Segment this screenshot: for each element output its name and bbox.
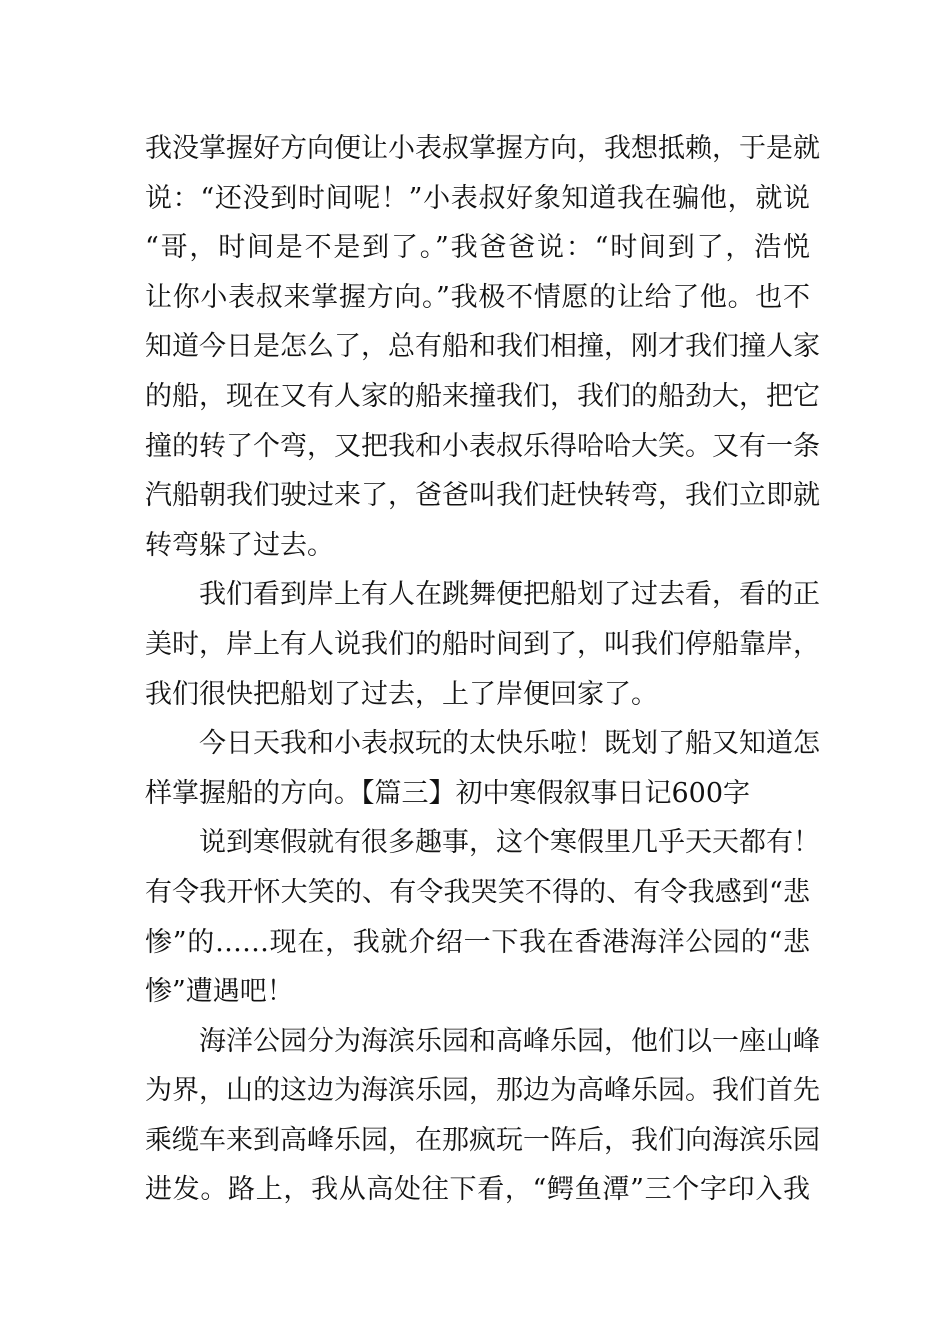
text-line: 美时，岸上有人说我们的船时间到了，叫我们停船靠岸， (145, 628, 820, 660)
document-body (145, 124, 820, 1215)
text-line: 让你小表叔来掌握方向。”我极不情愿的让给了他。也不 (145, 281, 810, 313)
text-line: 进发。路上，我从高处往下看，“鳄鱼潭”三个字印入我 (145, 1174, 810, 1206)
text-line: 有令我开怀大笑的、有令我哭笑不得的、有令我感到“悲 (145, 876, 810, 908)
text-line: 撞的转了个弯，又把我和小表叔乐得哈哈大笑。又有一条 (145, 430, 820, 462)
text-line: 我们很快把船划了过去，上了岸便回家了。 (145, 678, 658, 710)
paragraph-5 (145, 1017, 820, 1215)
text-line: 说：“还没到时间呢！”小表叔好象知道我在骗他，就说 (145, 182, 810, 214)
text-line: 今日天我和小表叔玩的太快乐啦！既划了船又知道怎 (199, 728, 820, 760)
text-line: 说到寒假就有很多趣事，这个寒假里几乎天天都有！ (199, 827, 820, 859)
text-line: 我们看到岸上有人在跳舞便把船划了过去看，看的正 (199, 579, 820, 611)
paragraph-1 (145, 124, 820, 570)
text-line: 惨”的……现在，我就介绍一下我在香港海洋公园的“悲 (145, 926, 810, 958)
text-line: 汽船朝我们驶过来了，爸爸叫我们赶快转弯，我们立即就 (145, 480, 820, 512)
paragraph-4 (145, 818, 820, 1016)
text-line: 转弯躲了过去。 (145, 529, 334, 561)
text-line: 知道今日是怎么了，总有船和我们相撞，刚才我们撞人家 (145, 331, 820, 363)
text-line: “哥，时间是不是到了。”我爸爸说：“时间到了，浩悦 (145, 232, 810, 264)
text-line: 为界，山的这边为海滨乐园，那边为高峰乐园。我们首先 (145, 1075, 820, 1107)
paragraph-3 (145, 719, 820, 818)
text-line: 的船，现在又有人家的船来撞我们，我们的船劲大，把它 (145, 380, 820, 412)
text-line: 乘缆车来到高峰乐园，在那疯玩一阵后，我们向海滨乐园 (145, 1124, 820, 1156)
text-line: 我没掌握好方向便让小表叔掌握方向，我想抵赖，于是就 (145, 133, 820, 164)
paragraph-2 (145, 570, 820, 719)
text-line: 惨”遭遇吧！ (145, 976, 294, 1008)
text-line: 样掌握船的方向。【篇三】初中寒假叙事日记600字 (145, 777, 751, 809)
text-line: 海洋公园分为海滨乐园和高峰乐园，他们以一座山峰 (199, 1025, 820, 1057)
